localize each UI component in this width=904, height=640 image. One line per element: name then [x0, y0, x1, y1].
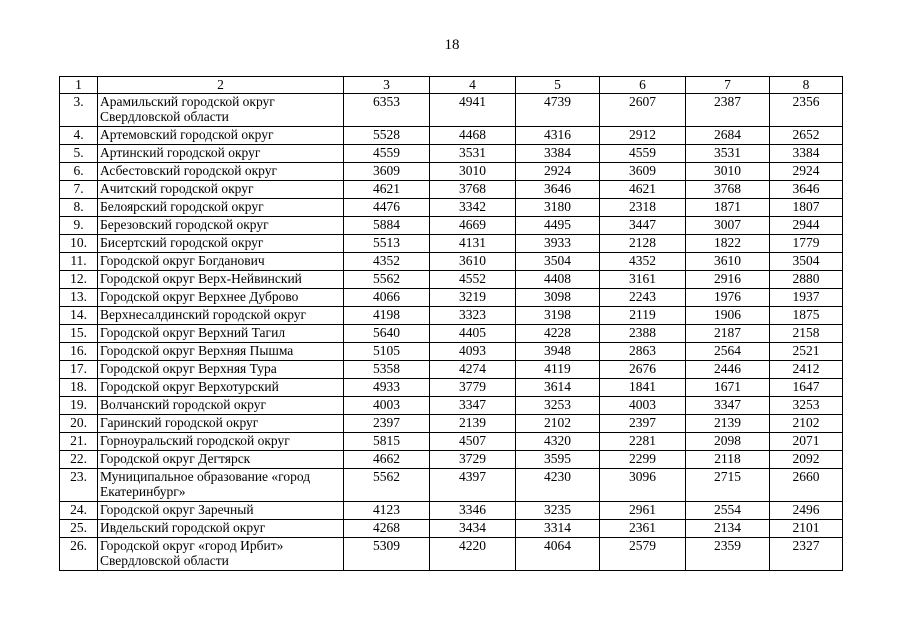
table-row — [60, 519, 843, 537]
table-row — [60, 342, 843, 360]
table-row — [60, 537, 843, 570]
value-cell-col-6: 2299 — [600, 450, 686, 468]
value-cell-col-8: 1937 — [770, 288, 843, 306]
table-row — [60, 501, 843, 519]
value-cell-col-7: 3768 — [686, 180, 770, 198]
row-number: 16. — [60, 342, 98, 360]
value-cell-col-3: 4066 — [344, 288, 430, 306]
value-cell-col-7: 1671 — [686, 378, 770, 396]
value-cell-col-5: 3198 — [516, 306, 600, 324]
value-cell-col-7: 3007 — [686, 216, 770, 234]
table-row — [60, 162, 843, 180]
header-cell: 7 — [686, 77, 770, 94]
value-cell-col-7: 2916 — [686, 270, 770, 288]
value-cell-col-4: 4507 — [430, 432, 516, 450]
value-cell-col-6: 2397 — [600, 414, 686, 432]
value-cell-col-8: 2412 — [770, 360, 843, 378]
value-cell-col-4: 4552 — [430, 270, 516, 288]
value-cell-col-4: 4468 — [430, 126, 516, 144]
value-cell-col-8: 2071 — [770, 432, 843, 450]
value-cell-col-6: 3609 — [600, 162, 686, 180]
table-row — [60, 432, 843, 450]
row-number: 7. — [60, 180, 98, 198]
value-cell-col-8: 2880 — [770, 270, 843, 288]
table-row — [60, 468, 843, 501]
value-cell-col-6: 4559 — [600, 144, 686, 162]
municipality-name: Арамильский городской округ Свердловской области — [98, 93, 344, 126]
value-cell-col-6: 4352 — [600, 252, 686, 270]
value-cell-col-6: 2676 — [600, 360, 686, 378]
page-number: 18 — [444, 37, 460, 53]
value-cell-col-8: 1779 — [770, 234, 843, 252]
value-cell-col-4: 3346 — [430, 501, 516, 519]
value-cell-col-6: 3161 — [600, 270, 686, 288]
row-number: 21. — [60, 432, 98, 450]
header-cell: 4 — [430, 77, 516, 94]
value-cell-col-4: 4669 — [430, 216, 516, 234]
value-cell-col-4: 4405 — [430, 324, 516, 342]
data-table — [59, 76, 843, 571]
value-cell-col-4: 4397 — [430, 468, 516, 501]
table-row — [60, 450, 843, 468]
table-row — [60, 144, 843, 162]
value-cell-col-5: 3504 — [516, 252, 600, 270]
municipality-name: Городской округ Верхняя Пышма — [98, 342, 344, 360]
value-cell-col-4: 2139 — [430, 414, 516, 432]
municipality-name: Городской округ Верхотурский — [98, 378, 344, 396]
value-cell-col-8: 3384 — [770, 144, 843, 162]
value-cell-col-8: 2101 — [770, 519, 843, 537]
value-cell-col-5: 4228 — [516, 324, 600, 342]
value-cell-col-7: 3347 — [686, 396, 770, 414]
municipality-name: Артемовский городской округ — [98, 126, 344, 144]
value-cell-col-4: 4941 — [430, 93, 516, 126]
value-cell-col-8: 3646 — [770, 180, 843, 198]
value-cell-col-3: 5309 — [344, 537, 430, 570]
table-row — [60, 270, 843, 288]
value-cell-col-4: 3347 — [430, 396, 516, 414]
value-cell-col-8: 2102 — [770, 414, 843, 432]
value-cell-col-7: 3010 — [686, 162, 770, 180]
value-cell-col-6: 2119 — [600, 306, 686, 324]
value-cell-col-6: 2961 — [600, 501, 686, 519]
value-cell-col-3: 4003 — [344, 396, 430, 414]
value-cell-col-5: 4119 — [516, 360, 600, 378]
value-cell-col-6: 2863 — [600, 342, 686, 360]
value-cell-col-8: 2158 — [770, 324, 843, 342]
value-cell-col-6: 2318 — [600, 198, 686, 216]
value-cell-col-4: 4131 — [430, 234, 516, 252]
table-row — [60, 306, 843, 324]
value-cell-col-5: 3646 — [516, 180, 600, 198]
value-cell-col-7: 2118 — [686, 450, 770, 468]
row-number: 6. — [60, 162, 98, 180]
row-number: 26. — [60, 537, 98, 570]
municipality-name: Бисертский городской округ — [98, 234, 344, 252]
value-cell-col-5: 4739 — [516, 93, 600, 126]
value-cell-col-4: 3323 — [430, 306, 516, 324]
value-cell-col-6: 1841 — [600, 378, 686, 396]
municipality-name: Муниципальное образование «город Екатеринбург» — [98, 468, 344, 501]
row-number: 11. — [60, 252, 98, 270]
value-cell-col-3: 4268 — [344, 519, 430, 537]
value-cell-col-8: 1807 — [770, 198, 843, 216]
value-cell-col-3: 4198 — [344, 306, 430, 324]
value-cell-col-3: 4559 — [344, 144, 430, 162]
municipality-name: Гаринский городской округ — [98, 414, 344, 432]
value-cell-col-8: 2496 — [770, 501, 843, 519]
header-cell: 8 — [770, 77, 843, 94]
value-cell-col-5: 3098 — [516, 288, 600, 306]
value-cell-col-8: 2356 — [770, 93, 843, 126]
table-row — [60, 288, 843, 306]
value-cell-col-6: 2281 — [600, 432, 686, 450]
value-cell-col-3: 5884 — [344, 216, 430, 234]
value-cell-col-5: 4316 — [516, 126, 600, 144]
table-row — [60, 360, 843, 378]
value-cell-col-3: 5358 — [344, 360, 430, 378]
value-cell-col-4: 3610 — [430, 252, 516, 270]
value-cell-col-8: 1647 — [770, 378, 843, 396]
value-cell-col-7: 2098 — [686, 432, 770, 450]
value-cell-col-3: 5640 — [344, 324, 430, 342]
value-cell-col-3: 3609 — [344, 162, 430, 180]
value-cell-col-8: 2092 — [770, 450, 843, 468]
header-cell: 1 — [60, 77, 98, 94]
value-cell-col-4: 4220 — [430, 537, 516, 570]
value-cell-col-3: 5562 — [344, 270, 430, 288]
row-number: 23. — [60, 468, 98, 501]
value-cell-col-7: 2554 — [686, 501, 770, 519]
value-cell-col-5: 3253 — [516, 396, 600, 414]
municipality-name: Городской округ Заречный — [98, 501, 344, 519]
table-row — [60, 93, 843, 126]
header-cell: 2 — [98, 77, 344, 94]
value-cell-col-4: 3768 — [430, 180, 516, 198]
value-cell-col-6: 3447 — [600, 216, 686, 234]
value-cell-col-3: 4662 — [344, 450, 430, 468]
value-cell-col-7: 3610 — [686, 252, 770, 270]
value-cell-col-8: 2652 — [770, 126, 843, 144]
value-cell-col-4: 3010 — [430, 162, 516, 180]
value-cell-col-7: 1976 — [686, 288, 770, 306]
value-cell-col-7: 2684 — [686, 126, 770, 144]
value-cell-col-3: 5105 — [344, 342, 430, 360]
value-cell-col-4: 4274 — [430, 360, 516, 378]
value-cell-col-5: 3595 — [516, 450, 600, 468]
municipality-name: Городской округ Верх-Нейвинский — [98, 270, 344, 288]
value-cell-col-4: 3779 — [430, 378, 516, 396]
table-row — [60, 378, 843, 396]
municipality-name: Ачитский городской округ — [98, 180, 344, 198]
table-row — [60, 180, 843, 198]
value-cell-col-8: 2944 — [770, 216, 843, 234]
value-cell-col-6: 2388 — [600, 324, 686, 342]
table-header-row — [60, 77, 843, 94]
table-row — [60, 234, 843, 252]
value-cell-col-5: 3948 — [516, 342, 600, 360]
value-cell-col-7: 3531 — [686, 144, 770, 162]
value-cell-col-8: 2327 — [770, 537, 843, 570]
value-cell-col-8: 3504 — [770, 252, 843, 270]
row-number: 20. — [60, 414, 98, 432]
row-number: 13. — [60, 288, 98, 306]
row-number: 3. — [60, 93, 98, 126]
table-row — [60, 396, 843, 414]
value-cell-col-3: 4933 — [344, 378, 430, 396]
row-number: 22. — [60, 450, 98, 468]
value-cell-col-5: 3314 — [516, 519, 600, 537]
row-number: 25. — [60, 519, 98, 537]
value-cell-col-7: 2715 — [686, 468, 770, 501]
value-cell-col-6: 2607 — [600, 93, 686, 126]
municipality-name: Городской округ Верхний Тагил — [98, 324, 344, 342]
value-cell-col-5: 4408 — [516, 270, 600, 288]
value-cell-col-8: 1875 — [770, 306, 843, 324]
value-cell-col-7: 2134 — [686, 519, 770, 537]
value-cell-col-5: 3235 — [516, 501, 600, 519]
value-cell-col-8: 2660 — [770, 468, 843, 501]
value-cell-col-3: 5513 — [344, 234, 430, 252]
municipality-name: Городской округ Верхняя Тура — [98, 360, 344, 378]
municipality-name: Городской округ Богданович — [98, 252, 344, 270]
value-cell-col-4: 3219 — [430, 288, 516, 306]
value-cell-col-3: 6353 — [344, 93, 430, 126]
value-cell-col-3: 5528 — [344, 126, 430, 144]
value-cell-col-4: 3729 — [430, 450, 516, 468]
value-cell-col-7: 1906 — [686, 306, 770, 324]
value-cell-col-5: 2102 — [516, 414, 600, 432]
value-cell-col-6: 2128 — [600, 234, 686, 252]
value-cell-col-6: 2361 — [600, 519, 686, 537]
value-cell-col-6: 4003 — [600, 396, 686, 414]
header-cell: 6 — [600, 77, 686, 94]
value-cell-col-5: 4320 — [516, 432, 600, 450]
municipality-name: Городской округ «город Ирбит» Свердловской области — [98, 537, 344, 570]
municipality-name: Городской округ Верхнее Дуброво — [98, 288, 344, 306]
value-cell-col-8: 2521 — [770, 342, 843, 360]
value-cell-col-3: 4123 — [344, 501, 430, 519]
municipality-name: Верхнесалдинский городской округ — [98, 306, 344, 324]
municipality-name: Артинский городской округ — [98, 144, 344, 162]
value-cell-col-5: 3614 — [516, 378, 600, 396]
value-cell-col-5: 4230 — [516, 468, 600, 501]
value-cell-col-7: 1822 — [686, 234, 770, 252]
value-cell-col-5: 4495 — [516, 216, 600, 234]
value-cell-col-5: 2924 — [516, 162, 600, 180]
municipality-name: Белоярский городской округ — [98, 198, 344, 216]
value-cell-col-6: 4621 — [600, 180, 686, 198]
row-number: 15. — [60, 324, 98, 342]
value-cell-col-8: 2924 — [770, 162, 843, 180]
table-row — [60, 216, 843, 234]
municipality-name: Асбестовский городской округ — [98, 162, 344, 180]
value-cell-col-7: 2187 — [686, 324, 770, 342]
value-cell-col-4: 3531 — [430, 144, 516, 162]
value-cell-col-4: 3434 — [430, 519, 516, 537]
row-number: 4. — [60, 126, 98, 144]
value-cell-col-7: 2564 — [686, 342, 770, 360]
value-cell-col-4: 4093 — [430, 342, 516, 360]
value-cell-col-5: 3384 — [516, 144, 600, 162]
header-cell: 3 — [344, 77, 430, 94]
value-cell-col-6: 2243 — [600, 288, 686, 306]
value-cell-col-3: 2397 — [344, 414, 430, 432]
value-cell-col-3: 5815 — [344, 432, 430, 450]
table-row — [60, 252, 843, 270]
value-cell-col-3: 4352 — [344, 252, 430, 270]
table-row — [60, 126, 843, 144]
table-row — [60, 324, 843, 342]
value-cell-col-5: 4064 — [516, 537, 600, 570]
table-row — [60, 198, 843, 216]
row-number: 5. — [60, 144, 98, 162]
value-cell-col-3: 5562 — [344, 468, 430, 501]
value-cell-col-3: 4476 — [344, 198, 430, 216]
value-cell-col-5: 3933 — [516, 234, 600, 252]
row-number: 24. — [60, 501, 98, 519]
municipality-name: Городской округ Дегтярск — [98, 450, 344, 468]
table-row — [60, 414, 843, 432]
municipality-name: Ивдельский городской округ — [98, 519, 344, 537]
row-number: 18. — [60, 378, 98, 396]
value-cell-col-7: 2387 — [686, 93, 770, 126]
value-cell-col-7: 2446 — [686, 360, 770, 378]
row-number: 17. — [60, 360, 98, 378]
municipality-name: Волчанский городской округ — [98, 396, 344, 414]
value-cell-col-7: 1871 — [686, 198, 770, 216]
municipality-name: Горноуральский городской округ — [98, 432, 344, 450]
row-number: 10. — [60, 234, 98, 252]
row-number: 19. — [60, 396, 98, 414]
value-cell-col-7: 2139 — [686, 414, 770, 432]
value-cell-col-5: 3180 — [516, 198, 600, 216]
value-cell-col-6: 2579 — [600, 537, 686, 570]
header-cell: 5 — [516, 77, 600, 94]
row-number: 8. — [60, 198, 98, 216]
value-cell-col-8: 3253 — [770, 396, 843, 414]
municipality-name: Березовский городской округ — [98, 216, 344, 234]
row-number: 9. — [60, 216, 98, 234]
row-number: 12. — [60, 270, 98, 288]
row-number: 14. — [60, 306, 98, 324]
value-cell-col-7: 2359 — [686, 537, 770, 570]
value-cell-col-6: 3096 — [600, 468, 686, 501]
value-cell-col-3: 4621 — [344, 180, 430, 198]
value-cell-col-4: 3342 — [430, 198, 516, 216]
value-cell-col-6: 2912 — [600, 126, 686, 144]
